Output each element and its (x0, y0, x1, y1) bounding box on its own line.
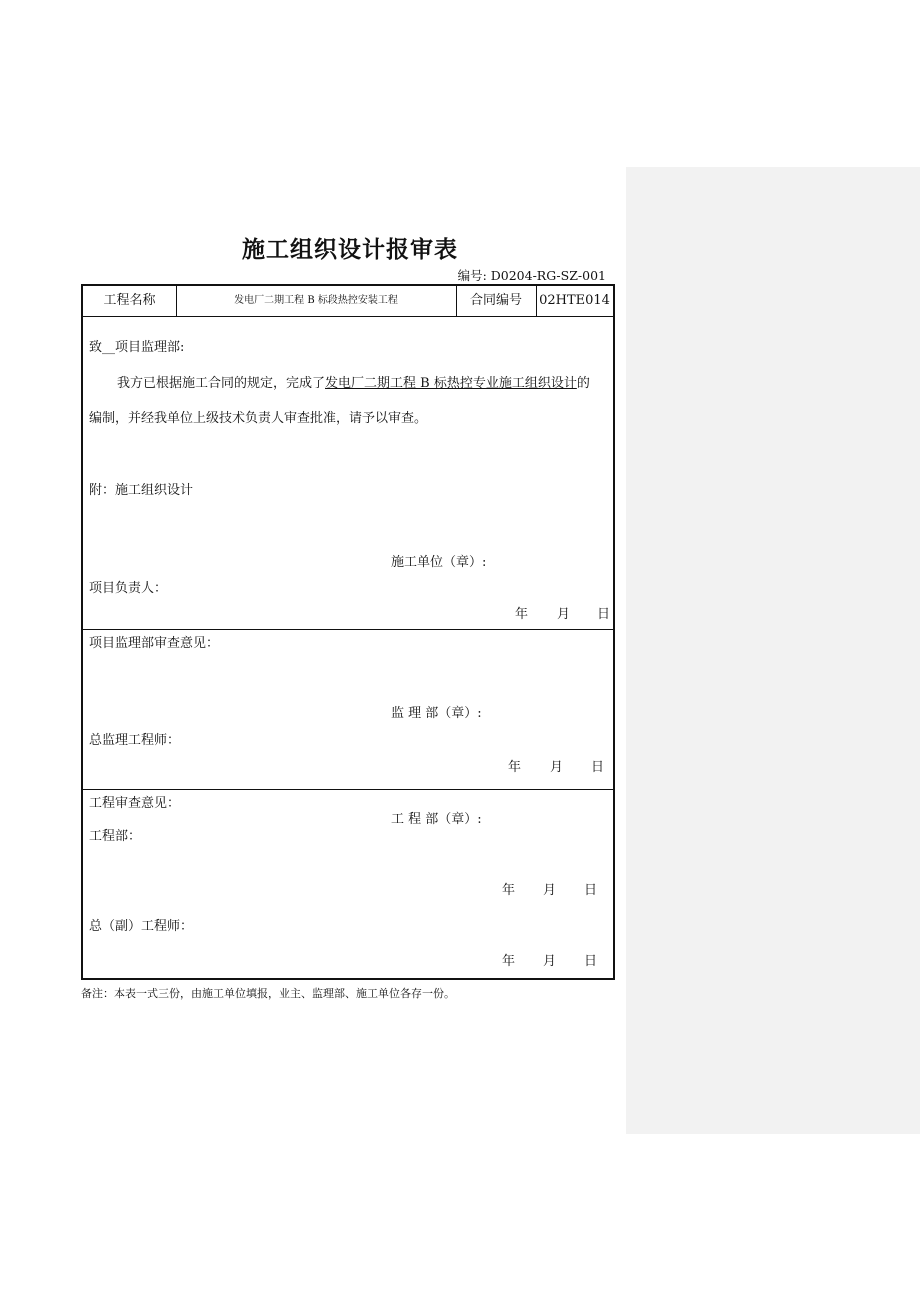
form-title: 施工组织设计报审表 (242, 237, 458, 263)
engineering-opinion-label: 工程审查意见： (89, 796, 181, 811)
date-year: 年 (502, 954, 516, 969)
form-footnote: 备注：本表一式三份，由施工单位填报，业主、监理部、施工单位各存一份。 (81, 987, 455, 1000)
addressee: 致__项目监理部: (89, 340, 185, 355)
review-form-table (81, 284, 615, 980)
date-day: 日 (597, 607, 611, 622)
date-day: 日 (591, 760, 605, 775)
comment-side-panel (626, 167, 920, 1134)
supervision-opinion-label: 项目监理部审查意见： (89, 636, 220, 651)
date-month: 月 (543, 954, 557, 969)
engineering-review-section (83, 789, 613, 978)
date-day: 日 (584, 954, 598, 969)
supervision-seal-label: 监 理 部（章）: (391, 706, 482, 721)
project-name-value: 发电厂二期工程 B 标段热控安装工程 (234, 295, 398, 306)
contractor-submission-section (83, 316, 613, 630)
date-year: 年 (515, 607, 529, 622)
design-title-underlined: 发电厂二期工程 B 标热控专业施工组织设计 (325, 376, 577, 391)
contract-no-value: 02HTE014 (539, 293, 610, 308)
contract-no-label: 合同编号 (469, 293, 522, 308)
engineering-seal-label: 工 程 部（章）: (391, 812, 482, 827)
date-year: 年 (502, 883, 516, 898)
date-year: 年 (508, 760, 522, 775)
date-day: 日 (584, 883, 598, 898)
chief-supervisor-label: 总监理工程师： (89, 733, 181, 748)
document-number: 编号: D0204-RG-SZ-001 (457, 268, 606, 283)
date-month: 月 (557, 607, 571, 622)
submission-text-line1: 我方已根据施工合同的规定，完成了发电厂二期工程 B 标热控专业施工组织设计的 (117, 376, 590, 391)
deputy-engineer-label: 总（副）工程师： (89, 919, 194, 934)
engineering-dept-label: 工程部： (89, 829, 142, 844)
attachment-note: 附：施工组织设计 (89, 483, 194, 498)
project-manager-label: 项目负责人： (89, 581, 168, 596)
date-month: 月 (550, 760, 564, 775)
form-header-row (83, 286, 613, 317)
supervision-review-section (83, 629, 613, 790)
project-name-label: 工程名称 (103, 293, 156, 308)
submission-text-line2: 编制，并经我单位上级技术负责人审查批准，请予以审查。 (89, 411, 428, 426)
date-month: 月 (543, 883, 557, 898)
contractor-seal-label: 施工单位（章）: (391, 555, 487, 570)
